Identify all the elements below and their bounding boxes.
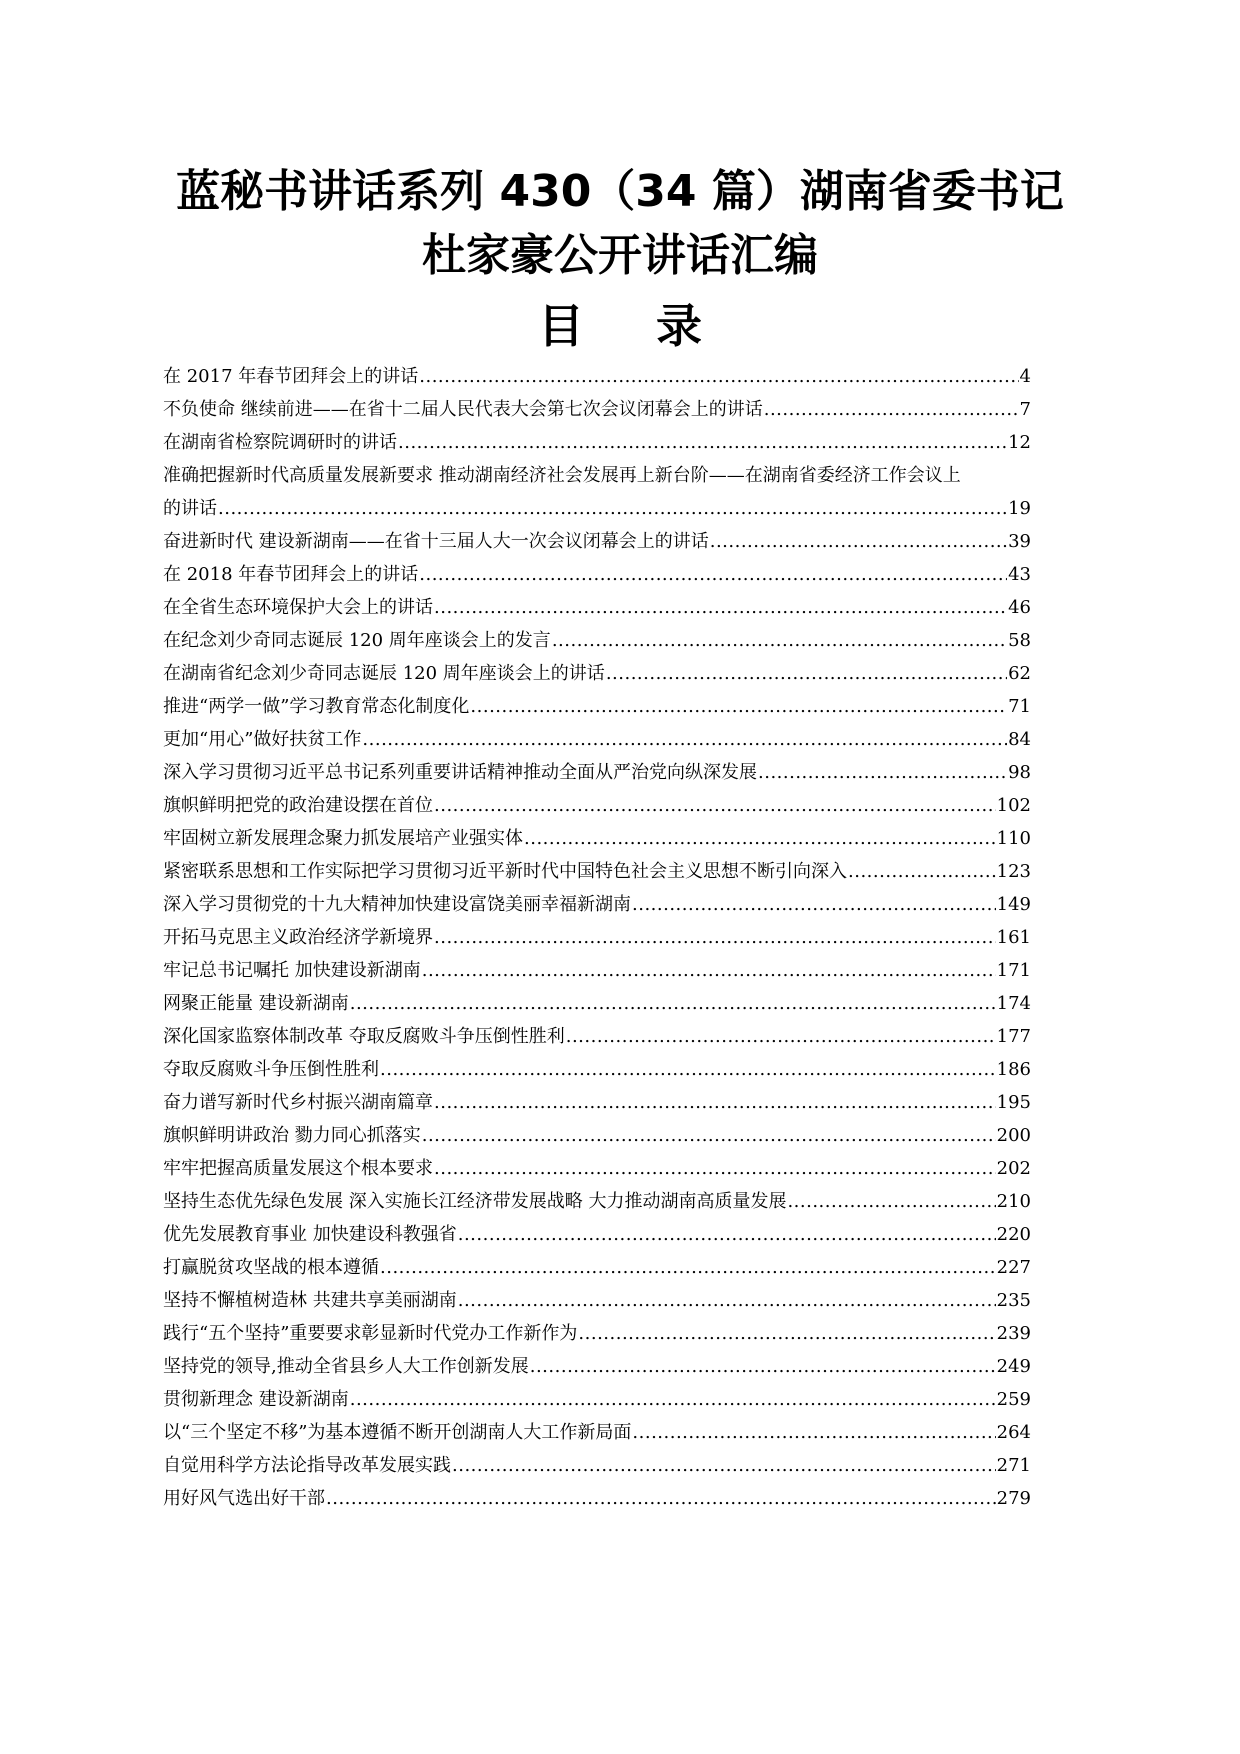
toc-entry-title: 坚持生态优先绿色发展 深入实施长江经济带发展战略 大力推动湖南高质量发展 xyxy=(163,1191,787,1212)
toc-dot-leader xyxy=(326,1482,996,1515)
toc-entry[interactable] xyxy=(163,789,1093,822)
toc-page-number: 227 xyxy=(996,1257,1031,1278)
toc-dot-leader xyxy=(578,1317,995,1350)
toc-entry-row xyxy=(163,525,1031,558)
toc-entry[interactable] xyxy=(163,591,1093,624)
toc-page-number: 195 xyxy=(996,1092,1031,1113)
toc-entry-row xyxy=(163,1284,1031,1317)
toc-entry[interactable] xyxy=(163,1218,1093,1251)
toc-dot-leader xyxy=(419,558,1007,591)
toc-entry[interactable] xyxy=(163,1152,1093,1185)
toc-entry[interactable] xyxy=(163,822,1093,855)
toc-dot-leader xyxy=(470,690,1007,723)
toc-page-number: 98 xyxy=(1008,762,1031,783)
toc-entry-title: 自觉用科学方法论指导改革发展实践 xyxy=(163,1455,451,1476)
toc-dot-leader xyxy=(434,1152,996,1185)
toc-entry-title: 在全省生态环境保护大会上的讲话 xyxy=(163,597,433,618)
toc-entry[interactable] xyxy=(163,1020,1093,1053)
toc-entry-row xyxy=(163,1251,1031,1284)
toc-entry-row xyxy=(163,1482,1031,1515)
toc-dot-leader xyxy=(710,525,1007,558)
toc-dot-leader xyxy=(452,1449,996,1482)
toc-dot-leader xyxy=(458,1218,996,1251)
toc-entry[interactable] xyxy=(163,1251,1093,1284)
toc-entry-title: 推进“两学一做”学习教育常态化制度化 xyxy=(163,696,470,717)
toc-entry-row xyxy=(163,1119,1031,1152)
toc-page-number: 110 xyxy=(996,828,1031,849)
toc-entry-row xyxy=(163,1020,1031,1053)
toc-entry-row xyxy=(163,1317,1031,1350)
toc-entry-row xyxy=(163,1416,1031,1449)
toc-entry-row xyxy=(163,1086,1031,1119)
toc-entry-title: 践行“五个坚持”重要要求彰显新时代党办工作新作为 xyxy=(163,1323,578,1344)
toc-page-number: 58 xyxy=(1008,630,1031,651)
toc-entry-title: 以“三个坚定不移”为基本遵循不断开创湖南人大工作新局面 xyxy=(163,1422,632,1443)
toc-page-number: 239 xyxy=(996,1323,1031,1344)
toc-entry-title: 不负使命 继续前进——在省十二届人民代表大会第七次会议闭幕会上的讲话 xyxy=(163,399,763,420)
toc-entry[interactable] xyxy=(163,1317,1093,1350)
toc-entry-row xyxy=(163,492,1031,525)
toc-entry[interactable] xyxy=(163,954,1093,987)
toc-entry-title: 旗帜鲜明讲政治 勠力同心抓落实 xyxy=(163,1125,421,1146)
toc-entry-row xyxy=(163,987,1031,1020)
toc-entry[interactable] xyxy=(163,690,1093,723)
toc-dot-leader xyxy=(632,888,996,921)
toc-entry-title: 深入学习贯彻党的十九大精神加快建设富饶美丽幸福新湖南 xyxy=(163,894,631,915)
toc-page-number: 210 xyxy=(996,1191,1031,1212)
toc-entry[interactable] xyxy=(163,426,1093,459)
toc-dot-leader xyxy=(380,1251,996,1284)
toc-entry-title: 更加“用心”做好扶贫工作 xyxy=(163,729,362,750)
toc-entry-title: 在纪念刘少奇同志诞辰 120 周年座谈会上的发言 xyxy=(163,630,551,651)
toc-entry-row xyxy=(163,360,1031,393)
toc-page-number: 186 xyxy=(996,1059,1031,1080)
toc-dot-leader xyxy=(434,591,1007,624)
toc-dot-leader xyxy=(524,822,996,855)
toc-entry-row xyxy=(163,393,1031,426)
toc-entry-row xyxy=(163,1218,1031,1251)
toc-entry[interactable] xyxy=(163,393,1093,426)
toc-dot-leader xyxy=(434,921,996,954)
toc-entry[interactable] xyxy=(163,855,1093,888)
toc-entry-title: 优先发展教育事业 加快建设科教强省 xyxy=(163,1224,457,1245)
toc-dot-leader xyxy=(787,1185,995,1218)
toc-entry-row xyxy=(163,426,1031,459)
toc-entry[interactable] xyxy=(163,657,1093,690)
toc-dot-leader xyxy=(422,1119,996,1152)
toc-page-number: 4 xyxy=(1019,366,1031,387)
toc-page-number: 271 xyxy=(996,1455,1031,1476)
toc-entry-title: 奋力谱写新时代乡村振兴湖南篇章 xyxy=(163,1092,433,1113)
toc-entry-row xyxy=(163,822,1031,855)
toc-page-number: 259 xyxy=(996,1389,1031,1410)
toc-entry-row xyxy=(163,624,1031,657)
toc-entry[interactable] xyxy=(163,1383,1093,1416)
toc-dot-leader xyxy=(350,987,996,1020)
toc-entry-row xyxy=(163,690,1031,723)
toc-page-number: 46 xyxy=(1008,597,1031,618)
toc-dot-leader xyxy=(530,1350,996,1383)
toc-entry-row xyxy=(163,591,1031,624)
toc-dot-leader xyxy=(218,492,1007,525)
toc-page-number: 264 xyxy=(996,1422,1031,1443)
toc-entry-row xyxy=(163,723,1031,756)
toc-entry-title: 在 2017 年春节团拜会上的讲话 xyxy=(163,366,419,387)
toc-entry-title: 奋进新时代 建设新湖南——在省十三届人大一次会议闭幕会上的讲话 xyxy=(163,531,709,552)
toc-entry-title-continuation: 的讲话 xyxy=(163,498,217,519)
toc-entry-title: 打赢脱贫攻坚战的根本遵循 xyxy=(163,1257,379,1278)
toc-page-number: 202 xyxy=(996,1158,1031,1179)
toc-entry-title: 旗帜鲜明把党的政治建设摆在首位 xyxy=(163,795,433,816)
toc-entry-row xyxy=(163,1350,1031,1383)
toc-page-number: 235 xyxy=(996,1290,1031,1311)
toc-entry-row xyxy=(163,1383,1031,1416)
toc-entry-row xyxy=(163,888,1031,921)
toc-entry-title: 用好风气选出好干部 xyxy=(163,1488,325,1509)
toc-page-number: 19 xyxy=(1008,498,1031,519)
toc-entry-title: 夺取反腐败斗争压倒性胜利 xyxy=(163,1059,379,1080)
toc-page-number: 174 xyxy=(996,993,1031,1014)
toc-page-number: 149 xyxy=(996,894,1031,915)
toc-entry-row xyxy=(163,921,1031,954)
document-title xyxy=(140,160,1100,288)
toc-dot-leader xyxy=(398,426,1007,459)
toc-entry-title: 牢固树立新发展理念聚力抓发展培产业强实体 xyxy=(163,828,523,849)
toc-dot-leader xyxy=(434,1086,996,1119)
toc-entry[interactable] xyxy=(163,525,1093,558)
toc-page-number: 43 xyxy=(1008,564,1031,585)
document-title-line-1: 蓝秘书讲话系列 430（34 篇）湖南省委书记 xyxy=(176,166,1064,217)
toc-page-number: 161 xyxy=(996,927,1031,948)
toc-entry[interactable] xyxy=(163,558,1093,591)
toc-entry[interactable] xyxy=(163,1053,1093,1086)
toc-entry-title: 深化国家监察体制改革 夺取反腐败斗争压倒性胜利 xyxy=(163,1026,565,1047)
toc-entry[interactable] xyxy=(163,1449,1093,1482)
toc-entry[interactable] xyxy=(163,723,1093,756)
toc-dot-leader xyxy=(552,624,1007,657)
toc-dot-leader xyxy=(764,393,1019,426)
table-of-contents xyxy=(163,360,1093,1515)
toc-entry[interactable] xyxy=(163,1350,1093,1383)
toc-dot-leader xyxy=(419,360,1018,393)
toc-heading: 目 录 xyxy=(537,299,730,353)
toc-dot-leader xyxy=(566,1020,996,1053)
toc-page-number: 200 xyxy=(996,1125,1031,1146)
toc-entry[interactable] xyxy=(163,1416,1093,1449)
toc-entry-title: 网聚正能量 建设新湖南 xyxy=(163,993,349,1014)
toc-page-number: 171 xyxy=(996,960,1031,981)
toc-entry-title: 准确把握新时代高质量发展新要求 推动湖南经济社会发展再上新台阶——在湖南省委经济工作会议上 xyxy=(163,465,961,486)
toc-dot-leader xyxy=(434,789,996,822)
toc-entry[interactable] xyxy=(163,1086,1093,1119)
toc-page-number: 71 xyxy=(1008,696,1031,717)
toc-entry[interactable] xyxy=(163,624,1093,657)
toc-page-number: 39 xyxy=(1008,531,1031,552)
toc-entry-title: 牢记总书记嘱托 加快建设新湖南 xyxy=(163,960,421,981)
toc-entry-title: 在湖南省纪念刘少奇同志诞辰 120 周年座谈会上的讲话 xyxy=(163,663,605,684)
toc-page-number: 102 xyxy=(996,795,1031,816)
toc-dot-leader xyxy=(380,1053,996,1086)
toc-page-number: 7 xyxy=(1019,399,1031,420)
toc-entry[interactable] xyxy=(163,1185,1093,1218)
toc-dot-leader xyxy=(606,657,1007,690)
toc-entry-title: 深入学习贯彻习近平总书记系列重要讲话精神推动全面从严治党向纵深发展 xyxy=(163,762,757,783)
toc-entry[interactable] xyxy=(163,1284,1093,1317)
toc-entry[interactable] xyxy=(163,1119,1093,1152)
toc-entry[interactable] xyxy=(163,756,1093,789)
toc-page-number: 84 xyxy=(1008,729,1031,750)
toc-entry-row xyxy=(163,789,1031,822)
toc-page-number: 177 xyxy=(996,1026,1031,1047)
toc-entry[interactable] xyxy=(163,888,1093,921)
toc-entry-title: 开拓马克思主义政治经济学新境界 xyxy=(163,927,433,948)
toc-entry-row xyxy=(163,657,1031,690)
toc-entry[interactable] xyxy=(163,360,1093,393)
toc-page-number: 12 xyxy=(1008,432,1031,453)
toc-entry-row xyxy=(163,1152,1031,1185)
toc-entry[interactable] xyxy=(163,921,1093,954)
toc-page-number: 249 xyxy=(996,1356,1031,1377)
toc-entry-row xyxy=(163,1053,1031,1086)
toc-page-number: 279 xyxy=(996,1488,1031,1509)
toc-entry-title: 坚持党的领导,推动全省县乡人大工作创新发展 xyxy=(163,1356,529,1377)
toc-dot-leader xyxy=(422,954,996,987)
toc-entry-row xyxy=(163,1185,1031,1218)
toc-page-number: 62 xyxy=(1008,663,1031,684)
toc-entry-row xyxy=(163,756,1031,789)
toc-dot-leader xyxy=(632,1416,995,1449)
toc-entry-title: 在 2018 年春节团拜会上的讲话 xyxy=(163,564,419,585)
toc-dot-leader xyxy=(848,855,996,888)
toc-entry-row xyxy=(163,954,1031,987)
toc-dot-leader xyxy=(758,756,1007,789)
toc-entry-title: 在湖南省检察院调研时的讲话 xyxy=(163,432,397,453)
toc-entry-row xyxy=(163,1449,1031,1482)
document-title-line-2: 杜家豪公开讲话汇编 xyxy=(422,230,818,281)
toc-page-number: 123 xyxy=(996,861,1031,882)
toc-entry-title: 贯彻新理念 建设新湖南 xyxy=(163,1389,349,1410)
toc-dot-leader xyxy=(350,1383,996,1416)
toc-entry-row xyxy=(163,558,1031,591)
toc-entry-row xyxy=(163,855,1031,888)
toc-dot-leader xyxy=(458,1284,996,1317)
toc-dot-leader xyxy=(362,723,1007,756)
toc-entry[interactable] xyxy=(163,1482,1093,1515)
toc-entry-title: 牢牢把握高质量发展这个根本要求 xyxy=(163,1158,433,1179)
toc-page-number: 220 xyxy=(996,1224,1031,1245)
toc-entry[interactable] xyxy=(163,987,1093,1020)
toc-entry-title: 坚持不懈植树造林 共建共享美丽湖南 xyxy=(163,1290,457,1311)
toc-entry-title: 紧密联系思想和工作实际把学习贯彻习近平新时代中国特色社会主义思想不断引向深入 xyxy=(163,861,847,882)
toc-entry[interactable] xyxy=(163,459,1093,525)
